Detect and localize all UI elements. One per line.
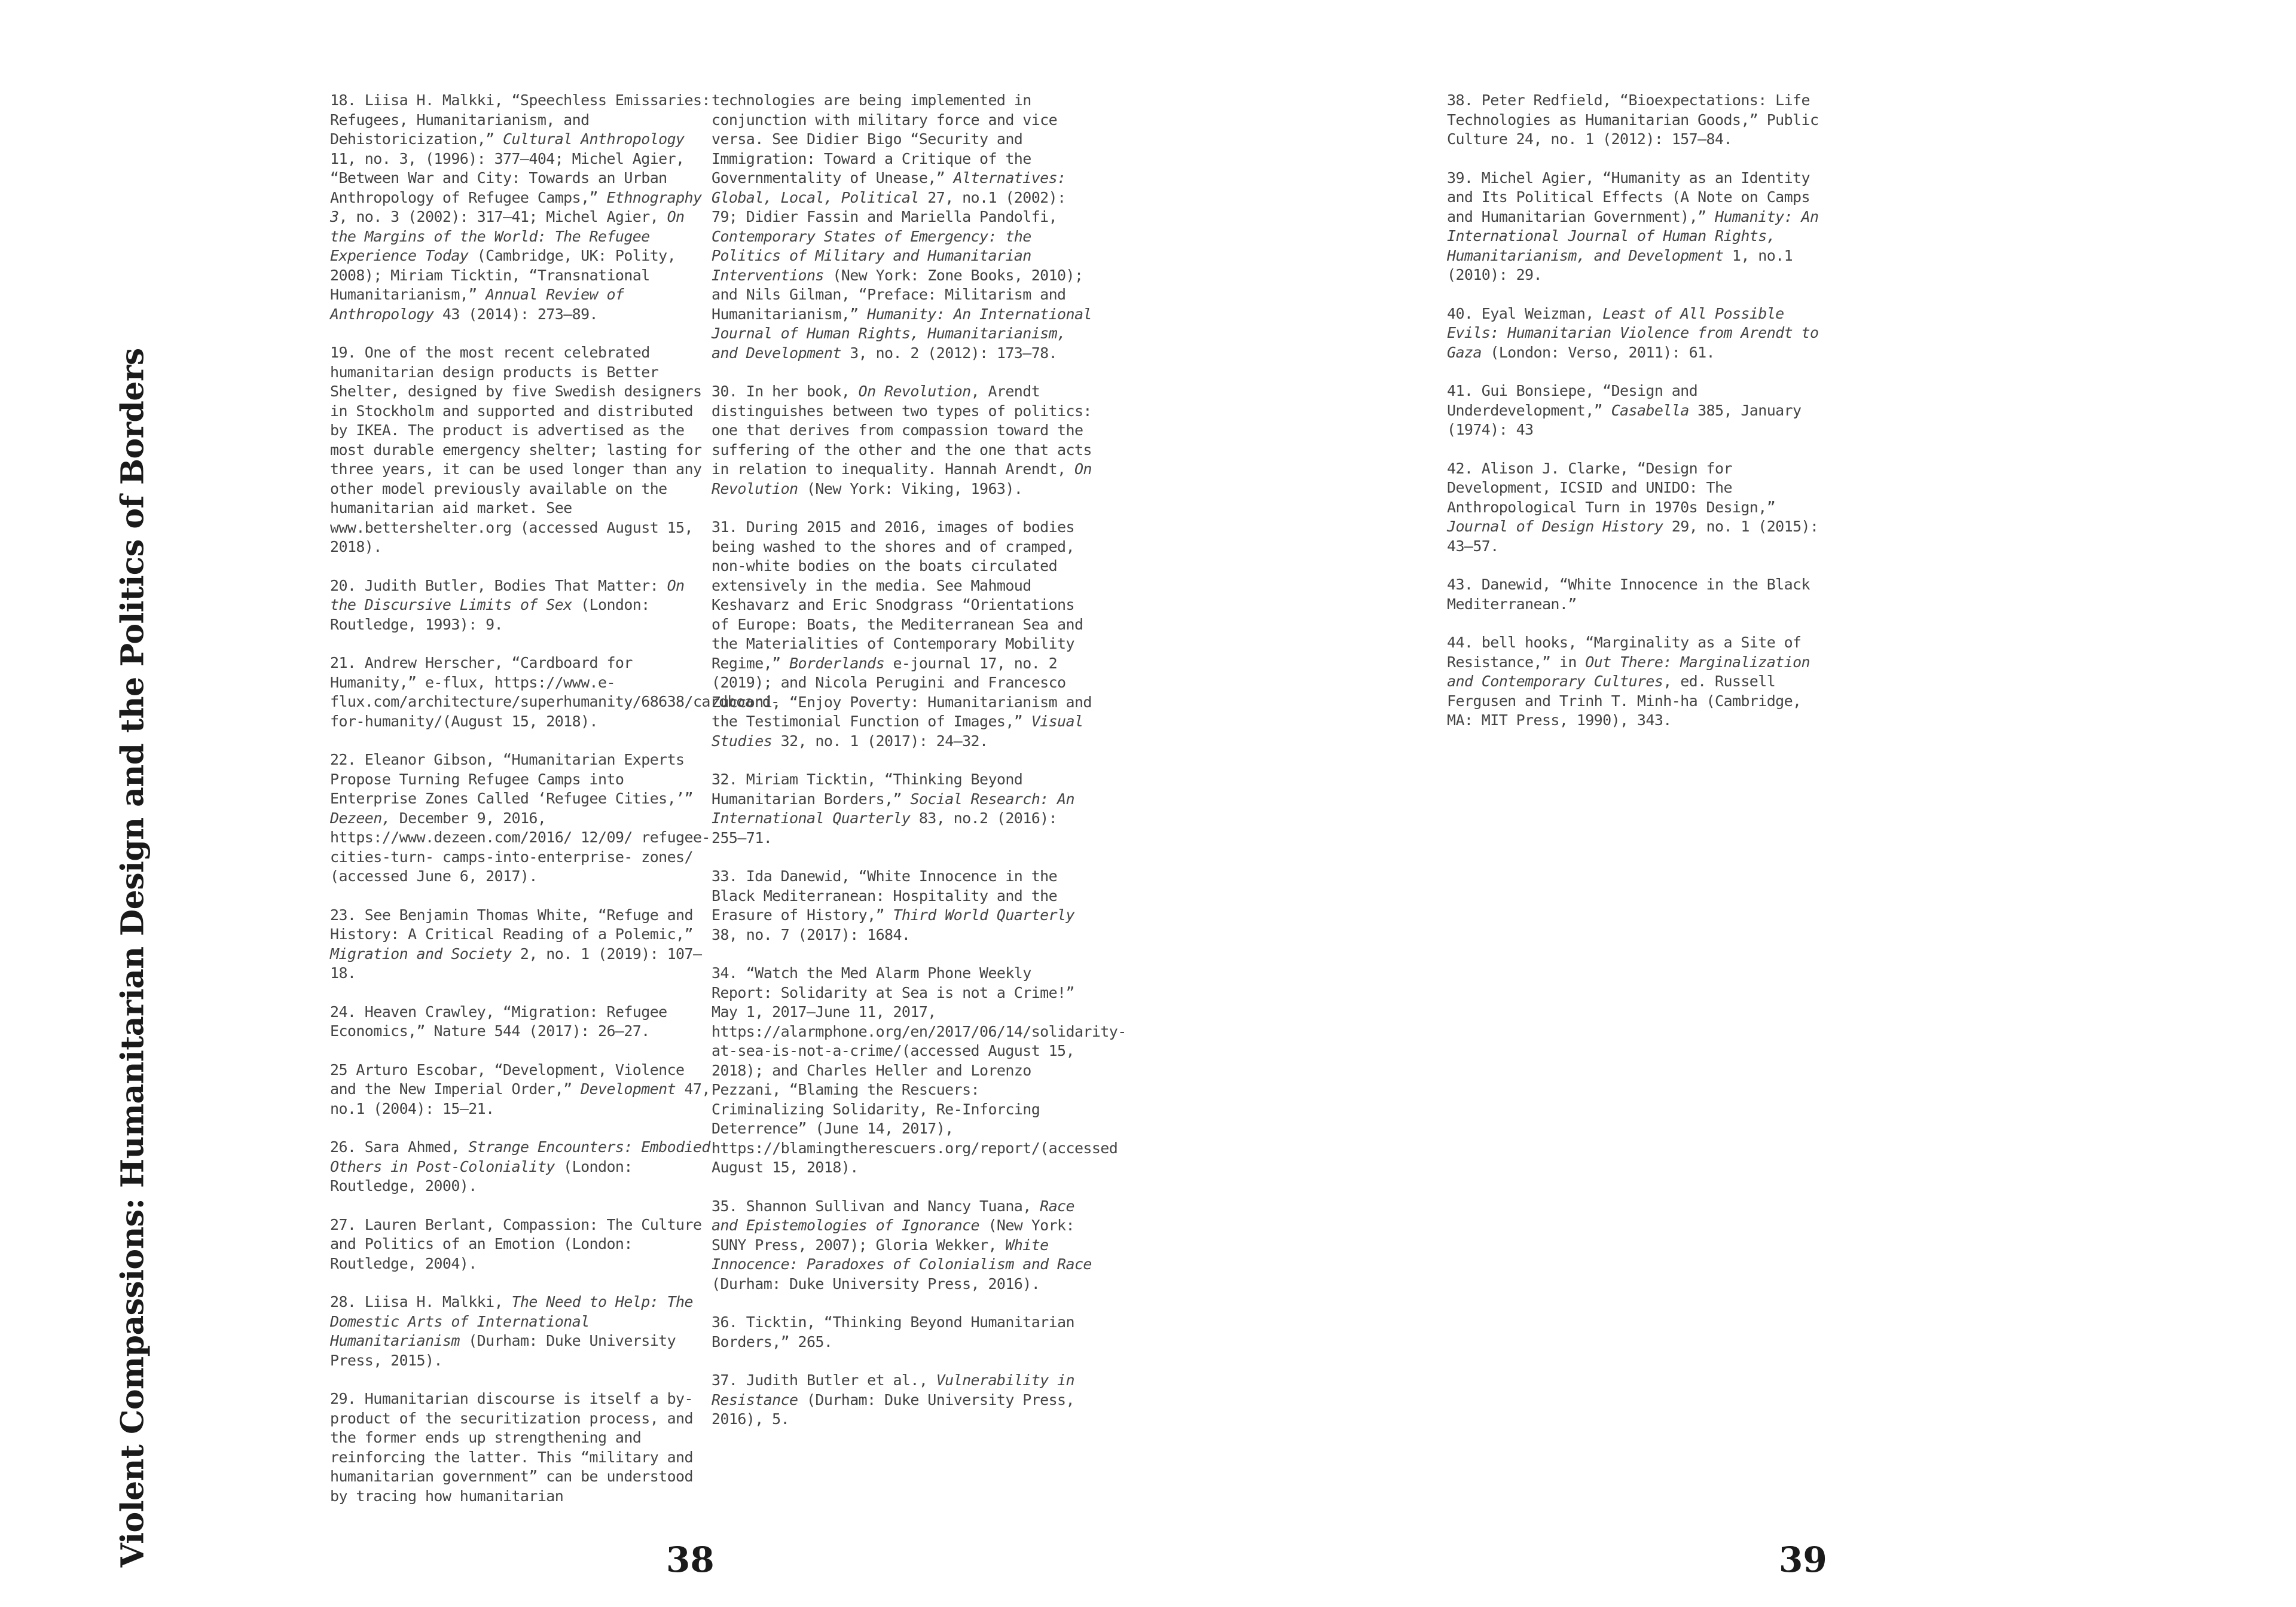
endnote — [712, 964, 1126, 1178]
endnote-text: 42. Alison J. Clarke, “Design for Development, ICSID and UNIDO: The Anthropological Turn in 1970s Design,” — [1447, 459, 1776, 516]
endnote-text: 385, January (1974): 43 — [1447, 401, 1802, 438]
endnote-text: e-journal 17, no. 2 (2019); and Nicola Perugini and Francesco Zucconi, “Enjoy Poverty: Humanitarianism and the Testimonial Function of Images,” — [712, 654, 1092, 730]
endnote-text: December 9, 2016, https://www.dezeen.com/2016/ 12/09/ refugee-cities-turn- camps-into-enterprise- zones/ (accessed June 6, 2017). — [330, 809, 710, 885]
endnote-title: Third World Quarterly — [893, 906, 1074, 924]
page-number-left: 38 — [666, 1539, 715, 1580]
endnote — [330, 906, 713, 983]
endnote-text: (New York: Viking, 1963). — [798, 479, 1023, 497]
endnote-title: Ethnography 3 — [330, 188, 702, 225]
notes-column-3 — [1447, 91, 1830, 750]
endnote-text: 43. Danewid, “White Innocence in the Black Mediterranean.” — [1447, 576, 1810, 613]
endnote-text: 28. Liisa H. Malkki, — [330, 1293, 512, 1310]
endnote — [1447, 304, 1830, 363]
endnote — [712, 91, 1094, 363]
endnote-title: The Need to Help: The Domestic Arts of International Humanitarianism — [330, 1293, 693, 1349]
endnote-text: (Durham: Duke University Press, 2015). — [330, 1332, 676, 1369]
endnote — [1447, 575, 1830, 614]
endnote-text: 19. One of the most recent celebrated humanitarian design products is Better Shelter, designed by five Swedish designers in Stockholm and supported and distributed by IKEA. The product is advertised as the most durable emergency shelter; lasting for three years, it can be used longer than any other model previously available on the humanitarian aid market. See www.bettershelter.org (accessed August 15, 2018). — [330, 344, 702, 555]
endnote-text: 22. Eleanor Gibson, “Humanitarian Experts Propose Turning Refugee Camps into Enterprise Zones Called ‘Refugee Cities,’” — [330, 751, 693, 807]
endnote-title: On the Margins of the World: The Refugee Experience Today — [330, 208, 685, 264]
endnote-text: 25 Arturo Escobar, “Development, Violence and the New Imperial Order,” — [330, 1061, 685, 1098]
endnote-text: 20. Judith Butler, Bodies That Matter: — [330, 576, 667, 594]
endnote — [330, 91, 713, 324]
endnote-text: 34. “Watch the Med Alarm Phone Weekly Report: Solidarity at Sea is not a Crime!” May 1, 2017–June 11, 2017, https://alarmphone.org/en/2017/06/14/solidarity-at-sea-is-not-a-crime/(accessed August 15, 2018); and Charles Heller and Lorenzo Pezzani, “Blaming the Rescuers: Criminalizing Solidarity, Re-Inforcing Deterrence” (June 14, 2017), https://blamingtherescuers.org/report/(accessed August 15, 2018). — [712, 964, 1126, 1176]
endnote-text: (Durham: Duke University Press, 2016), 5. — [712, 1391, 1074, 1428]
endnote — [330, 1293, 713, 1370]
endnote-text: , no. 3 (2002): 317–41; Michel Agier, — [338, 208, 667, 225]
endnote-text: 30. In her book, — [712, 383, 859, 400]
endnote-text: (London: Verso, 2011): 61. — [1481, 343, 1715, 361]
endnote-title: Development — [581, 1080, 676, 1098]
endnote-title: Out There: Marginalization and Contemporary Cultures — [1447, 653, 1810, 690]
endnote-text: 18. Liisa H. Malkki, “Speechless Emissaries: Refugees, Humanitarianism, and Dehistoricization,” — [330, 91, 710, 148]
endnote-text: 3, no. 2 (2012): 173–78. — [841, 344, 1058, 362]
endnote-text: 29. Humanitarian discourse is itself a by-product of the securitization process, and the former ends up strengthening and reinforcing the latter. This “military and humanitarian government” can be understood by tracing how humanitarian — [330, 1390, 693, 1505]
endnote-text: (New York: Zone Books, 2010); and Nils Gilman, “Preface: Militarism and Humanitarianism,” — [712, 266, 1083, 323]
endnote — [330, 653, 780, 731]
endnote-text: 33. Ida Danewid, “White Innocence in the Black Mediterranean: Hospitality and the Erasure of History,” — [712, 867, 1058, 924]
page-number-right: 39 — [1779, 1539, 1827, 1580]
endnote — [712, 1313, 1094, 1352]
endnote-title: Dezeen, — [330, 809, 391, 827]
endnote-title: Social Research: An International Quarterly — [712, 790, 1074, 827]
endnote-title: Visual Studies — [712, 713, 1083, 750]
endnote-title: Strange Encounters: Embodied Others in Post-Coloniality — [330, 1138, 710, 1175]
endnote-title: Humanity: An International Journal of Human Rights, Humanitarianism, and Development — [1447, 207, 1819, 264]
endnote — [1447, 169, 1830, 285]
endnote — [712, 770, 1094, 848]
endnote-text: (Cambridge, UK: Polity, 2008); Miriam Ticktin, “Transnational Humanitarianism,” — [330, 247, 676, 303]
endnote — [330, 750, 713, 887]
endnote-text: 21. Andrew Herscher, “Cardboard for Humanity,” e-flux, https://www.e-flux.com/architecture/superhumanity/68638/cardboard-for-humanity/(August 15, 2018). — [330, 654, 780, 730]
endnote-title: Casabella — [1611, 401, 1689, 419]
endnote-text: 1, no.1 (2010): 29. — [1447, 246, 1793, 283]
notes-column-2 — [712, 91, 1126, 1449]
endnote-title: Annual Review of Anthropology — [330, 286, 624, 323]
endnote-title: Humanity: An International Journal of Human Rights, Humanitarianism, and Development — [712, 305, 1092, 362]
endnote-title: Borderlands — [789, 654, 885, 672]
endnote-text: 2, no. 1 (2019): 107–18. — [330, 945, 702, 982]
notes-column-1 — [330, 91, 780, 1525]
endnote-title: Alternatives: Global, Local, Political — [712, 169, 1066, 206]
endnote-text: 41. Gui Bonsiepe, “Design and Underdevelopment,” — [1447, 382, 1698, 419]
endnote-text: (London: Routledge, 2000). — [330, 1157, 633, 1194]
endnote-text: 38, no. 7 (2017): 1684. — [712, 925, 911, 943]
endnote-text: technologies are being implemented in conjunction with military force and vice versa. See Didier Bigo “Security and Immigration: Toward a Critique of the Governmentality of Unease,” — [712, 91, 1058, 187]
endnote-title: Journal of Design History — [1447, 518, 1663, 535]
endnote-text: 38. Peter Redfield, “Bioexpectations: Life Technologies as Humanitarian Goods,” Public Culture 24, no. 1 (2012): 157–84. — [1447, 91, 1819, 148]
endnote — [712, 518, 1094, 751]
endnote-title: Contemporary States of Emergency: the Politics of Military and Humanitarian Interventions — [712, 227, 1031, 284]
endnote-title: Cultural Anthropology — [503, 130, 685, 148]
endnote — [1447, 459, 1830, 557]
endnote — [330, 1003, 713, 1041]
endnote — [712, 867, 1094, 945]
endnote-title: Migration and Society — [330, 945, 512, 963]
endnote-text: 43 (2014): 273–89. — [433, 305, 598, 323]
endnote-title: White Innocence: Paradoxes of Colonialism and Race — [712, 1236, 1092, 1273]
endnote-text: 35. Shannon Sullivan and Nancy Tuana, — [712, 1197, 1040, 1215]
endnote-text: 36. Ticktin, “Thinking Beyond Humanitarian Borders,” 265. — [712, 1313, 1074, 1351]
endnote-text: 23. See Benjamin Thomas White, “Refuge and History: A Critical Reading of a Polemic,” — [330, 906, 693, 943]
endnote-text: , Arendt distinguishes between two types of politics: one that derives from compassion toward the suffering of the other and the one that acts in relation to inequality. Hannah Arendt, — [712, 383, 1092, 478]
endnote-text: 27, no.1 (2002): 79; Didier Fassin and Mariella Pandolfi, — [712, 188, 1066, 225]
endnote-text: , ed. Russell Fergusen and Trinh T. Minh-ha (Cambridge, MA: MIT Press, 1990), 343. — [1447, 673, 1802, 729]
endnote — [1447, 633, 1830, 731]
endnote-title: Race and Epistemologies of Ignorance — [712, 1197, 1074, 1234]
endnote — [330, 1389, 713, 1506]
endnote-text: 39. Michel Agier, “Humanity as an Identity and Its Political Effects (A Note on Camps and Humanitarian Government),” — [1447, 169, 1810, 225]
endnote — [1447, 381, 1830, 440]
endnote — [330, 576, 713, 635]
endnote-text: 83, no.2 (2016): 255–71. — [712, 809, 1058, 847]
endnote-text: 24. Heaven Crawley, “Migration: Refugee Economics,” Nature 544 (2017): 26–27. — [330, 1003, 667, 1040]
endnote — [712, 382, 1094, 499]
endnote — [330, 343, 713, 557]
endnote-text: 44. bell hooks, “Marginality as a Site of Resistance,” in — [1447, 634, 1802, 671]
endnote-text: (New York: SUNY Press, 2007); Gloria Wekker, — [712, 1217, 1074, 1254]
endnote-title: On Revolution — [712, 460, 1092, 497]
endnote — [330, 1061, 713, 1119]
endnote-title: Least of All Possible Evils: Humanitarian Violence from Arendt to Gaza — [1447, 304, 1819, 361]
endnote-text: 26. Sara Ahmed, — [330, 1138, 469, 1156]
running-title: Violent Compassions: Humanitarian Design and the Politics of Borders — [114, 348, 151, 1568]
endnote-text: 40. Eyal Weizman, — [1447, 304, 1603, 322]
endnote-text: (London: Routledge, 1993): 9. — [330, 596, 650, 633]
endnote-title: Vulnerability in Resistance — [712, 1371, 1074, 1409]
endnote-text: 11, no. 3, (1996): 377–404; Michel Agier, “Between War and City: Towards an Urban Anthropology of Refugee Camps,” — [330, 149, 685, 206]
endnote-title: On the Discursive Limits of Sex — [330, 576, 685, 613]
endnote-text: 27. Lauren Berlant, Compassion: The Culture and Politics of an Emotion (London: Routledge, 2004). — [330, 1215, 702, 1272]
endnote-title: On Revolution — [858, 383, 971, 400]
endnote — [1447, 91, 1830, 149]
endnote-text: 32. Miriam Ticktin, “Thinking Beyond Humanitarian Borders,” — [712, 771, 1023, 808]
endnote-text: 31. During 2015 and 2016, images of bodies being washed to the shores and of cramped, non-white bodies on the boats circulated extensively in the media. See Mahmoud Keshavarz and Eric Snodgrass “Orientations of Europe: Boats, the Mediterranean Sea and the Materialities of Contemporary Mobility Regime,” — [712, 518, 1083, 672]
endnote-text: 47, no.1 (2004): 15–21. — [330, 1080, 710, 1117]
endnote — [712, 1371, 1094, 1429]
endnote — [330, 1138, 713, 1196]
endnote-text: 29, no. 1 (2015): 43–57. — [1447, 518, 1819, 555]
endnote-text: (Durham: Duke University Press, 2016). — [712, 1275, 1040, 1293]
endnote — [330, 1215, 713, 1274]
endnote-text: 32, no. 1 (2017): 24–32. — [772, 732, 988, 750]
endnote — [712, 1197, 1094, 1294]
endnote-text: 37. Judith Butler et al., — [712, 1371, 936, 1389]
